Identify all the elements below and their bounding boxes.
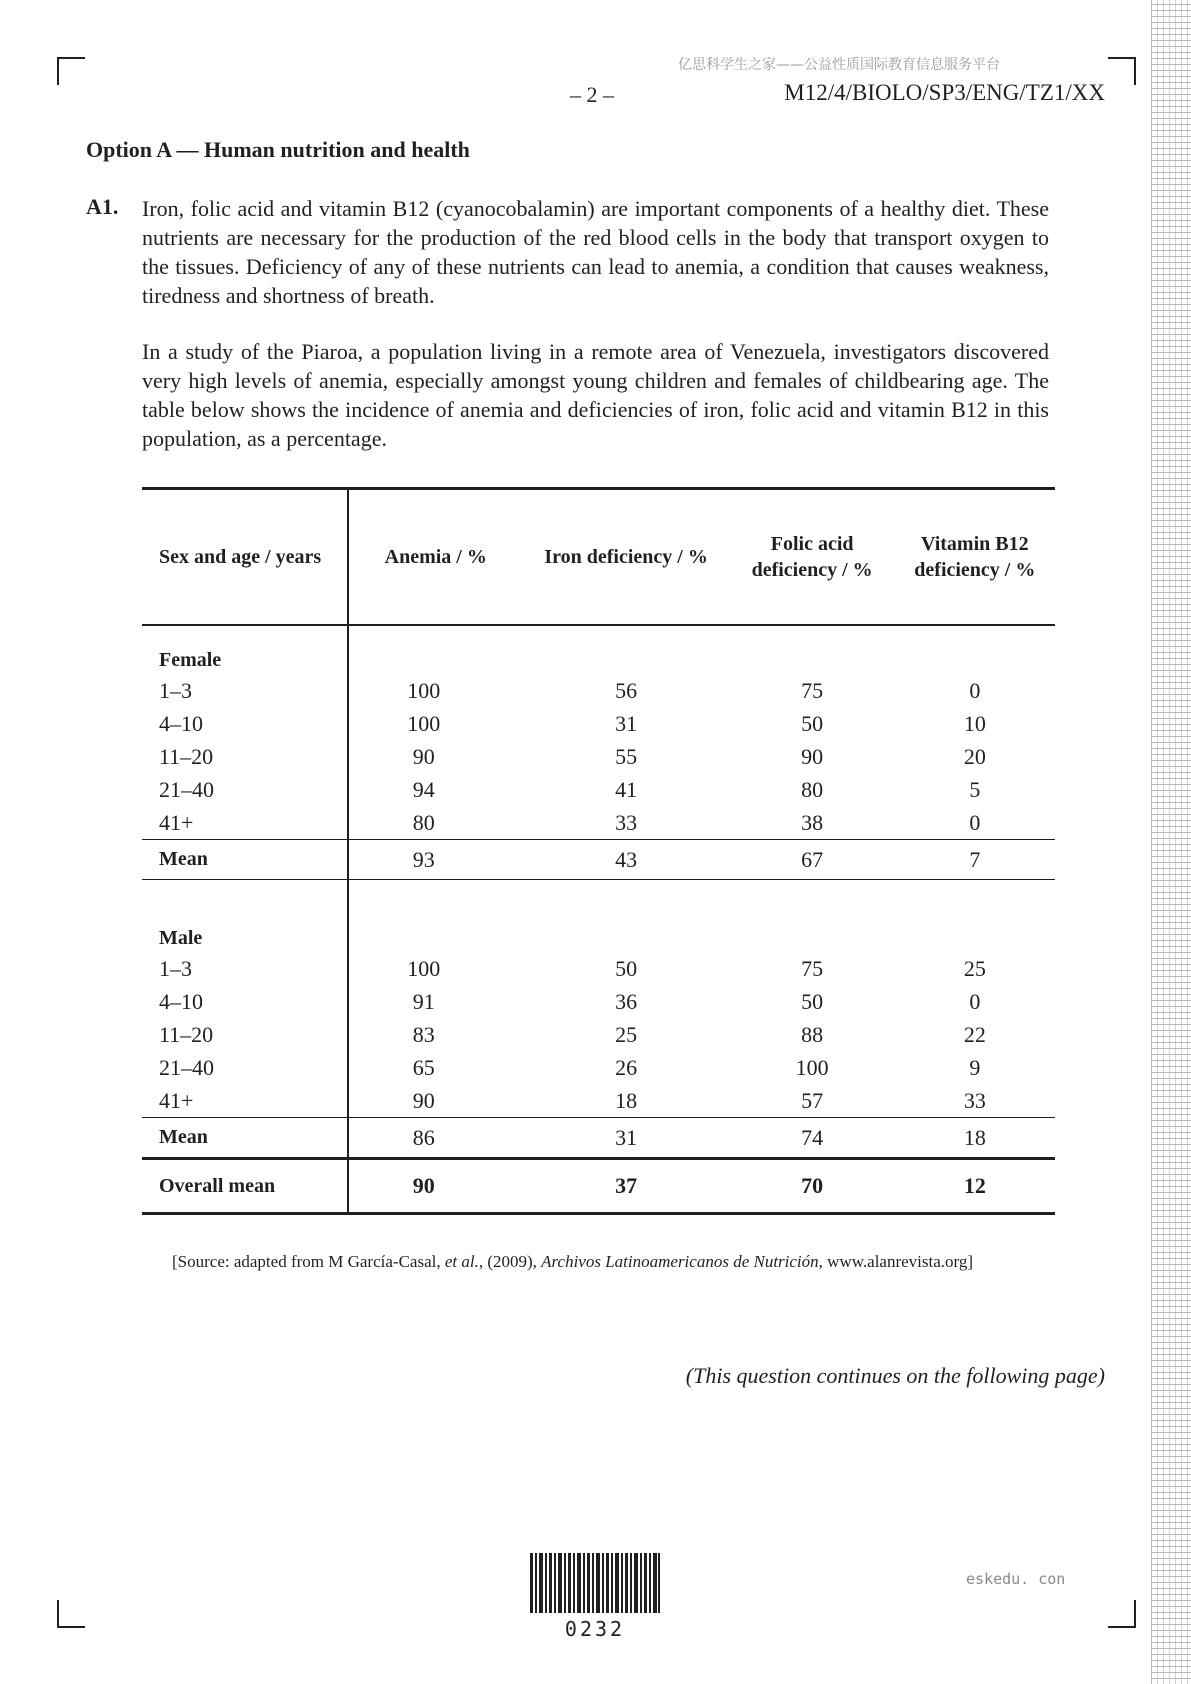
anemia-cell: 94 <box>412 776 435 802</box>
folic-cell: 90 <box>801 743 824 769</box>
table-header-row <box>142 489 1055 626</box>
anemia-cell: 83 <box>412 1021 435 1047</box>
question-number: A1. <box>86 194 119 219</box>
folic-cell: 100 <box>795 1054 829 1080</box>
footer-site-text: eskedu. con <box>966 1570 1066 1588</box>
folic-cell: 70 <box>730 1159 895 1214</box>
continues-note: (This question continues on the following page) <box>685 1363 1105 1388</box>
b12-cell: 0 <box>969 988 981 1014</box>
folic-cell: 74 <box>730 1118 895 1159</box>
iron-cell: 43 <box>523 840 730 880</box>
anemia-cell: 100 <box>407 677 441 703</box>
watermark: 亿思科学生之家——公益性质国际教育信息服务平台 <box>678 57 1000 73</box>
iron-cell: 56 <box>615 677 638 703</box>
b12-cell: 22 <box>963 1021 986 1047</box>
age-cell: 11–20 <box>142 1018 348 1051</box>
table-row <box>142 1051 1055 1084</box>
iron-cell: 37 <box>523 1159 730 1214</box>
table-row <box>142 952 1055 985</box>
header-b12: Vitamin B12 deficiency / % <box>895 489 1055 626</box>
crop-mark-top-left <box>57 57 85 85</box>
anemia-cell: 90 <box>412 1087 435 1113</box>
crop-mark-bottom-left <box>57 1600 85 1628</box>
anemia-cell: 80 <box>412 809 435 835</box>
side-strip <box>1151 0 1191 1684</box>
iron-cell: 26 <box>615 1054 638 1080</box>
spacer-row <box>142 880 1055 911</box>
iron-cell: 31 <box>523 1118 730 1159</box>
age-cell: 21–40 <box>142 773 348 806</box>
age-cell: 1–3 <box>142 952 348 985</box>
mean-label: Mean <box>142 840 348 880</box>
folic-cell: 75 <box>801 955 824 981</box>
anemia-cell: 91 <box>412 988 435 1014</box>
male-mean-row <box>142 1118 1055 1159</box>
b12-cell: 12 <box>895 1159 1055 1214</box>
folic-cell: 50 <box>801 710 824 736</box>
question-paragraph-1: Iron, folic acid and vitamin B12 (cyanocobalamin) are important components of a healthy diet. These nutrients are necessary for the production of the red blood cells in the body that transport oxygen to the tissues. Deficiency of any of these nutrients can lead to anemia, a condition that causes weakness, tiredness and shortness of breath. <box>142 196 1049 308</box>
table-row <box>142 1084 1055 1118</box>
source-suffix: , www.alanrevista.org] <box>818 1252 974 1271</box>
age-cell: 4–10 <box>142 985 348 1018</box>
overall-mean-row <box>142 1159 1055 1214</box>
anemia-cell: 90 <box>412 743 435 769</box>
iron-cell: 55 <box>615 743 638 769</box>
source-citation <box>172 1252 973 1272</box>
folic-cell: 88 <box>801 1021 824 1047</box>
mean-label: Mean <box>142 1118 348 1159</box>
header-iron: Iron deficiency / % <box>523 489 730 626</box>
b12-cell: 0 <box>969 677 981 703</box>
source-prefix: [Source: adapted from M García-Casal, <box>172 1252 445 1271</box>
anemia-cell: 90 <box>348 1159 523 1214</box>
age-cell: 4–10 <box>142 707 348 740</box>
table-row <box>142 773 1055 806</box>
page-number: – 2 – <box>570 82 614 107</box>
question-paragraph-2: In a study of the Piaroa, a population living in a remote area of Venezuela, investigators discovered very high levels of anemia, especially amongst young children and females of childbearing age. The table below shows the incidence of anemia and deficiencies of iron, folic acid and vitamin B12 in this population, as a percentage. <box>142 339 1049 451</box>
table-row <box>142 985 1055 1018</box>
table-row <box>142 1018 1055 1051</box>
iron-cell: 50 <box>615 955 638 981</box>
crop-mark-top-right <box>1108 57 1136 85</box>
b12-cell: 7 <box>895 840 1055 880</box>
header-sex-age: Sex and age / years <box>142 489 348 626</box>
b12-cell: 20 <box>963 743 986 769</box>
source-middle: , (2009), <box>478 1252 542 1271</box>
header-folic: Folic acid deficiency / % <box>730 489 895 626</box>
male-group-row <box>142 910 1055 952</box>
source-journal: Archivos Latinoamericanos de Nutrición <box>541 1252 819 1271</box>
b12-cell: 5 <box>969 776 981 802</box>
section-title: Option A — Human nutrition and health <box>86 137 470 162</box>
b12-cell: 33 <box>963 1087 986 1113</box>
anemia-cell: 100 <box>407 710 441 736</box>
female-mean-row <box>142 840 1055 880</box>
folic-cell: 67 <box>730 840 895 880</box>
female-group-row <box>142 625 1055 674</box>
overall-mean-label: Overall mean <box>142 1159 348 1214</box>
b12-cell: 9 <box>969 1054 981 1080</box>
iron-cell: 18 <box>615 1087 638 1113</box>
barcode-icon <box>530 1553 660 1613</box>
b12-cell: 0 <box>969 809 981 835</box>
female-label: Female <box>142 625 348 674</box>
iron-cell: 36 <box>615 988 638 1014</box>
folic-cell: 80 <box>801 776 824 802</box>
folic-cell: 75 <box>801 677 824 703</box>
age-cell: 41+ <box>142 806 348 840</box>
age-cell: 11–20 <box>142 740 348 773</box>
folic-cell: 38 <box>801 809 824 835</box>
table-row <box>142 707 1055 740</box>
iron-cell: 41 <box>615 776 638 802</box>
anemia-cell: 65 <box>412 1054 435 1080</box>
anemia-cell: 86 <box>348 1118 523 1159</box>
header-anemia: Anemia / % <box>348 489 523 626</box>
table-row <box>142 674 1055 707</box>
b12-cell: 18 <box>895 1118 1055 1159</box>
b12-cell: 10 <box>963 710 986 736</box>
anemia-cell: 100 <box>407 955 441 981</box>
iron-cell: 25 <box>615 1021 638 1047</box>
iron-cell: 33 <box>615 809 638 835</box>
barcode-number: 0232 <box>564 1617 626 1641</box>
folic-cell: 57 <box>801 1087 824 1113</box>
table-row <box>142 806 1055 840</box>
source-etal: et al. <box>444 1252 479 1271</box>
age-cell: 1–3 <box>142 674 348 707</box>
age-cell: 41+ <box>142 1084 348 1118</box>
folic-cell: 50 <box>801 988 824 1014</box>
b12-cell: 25 <box>963 955 986 981</box>
anemia-cell: 93 <box>348 840 523 880</box>
male-label: Male <box>142 910 348 952</box>
age-cell: 21–40 <box>142 1051 348 1084</box>
paper-code: M12/4/BIOLO/SP3/ENG/TZ1/XX <box>784 80 1105 105</box>
iron-cell: 31 <box>615 710 638 736</box>
table-row <box>142 740 1055 773</box>
anemia-data-table <box>142 487 1055 1215</box>
crop-mark-bottom-right <box>1108 1600 1136 1628</box>
